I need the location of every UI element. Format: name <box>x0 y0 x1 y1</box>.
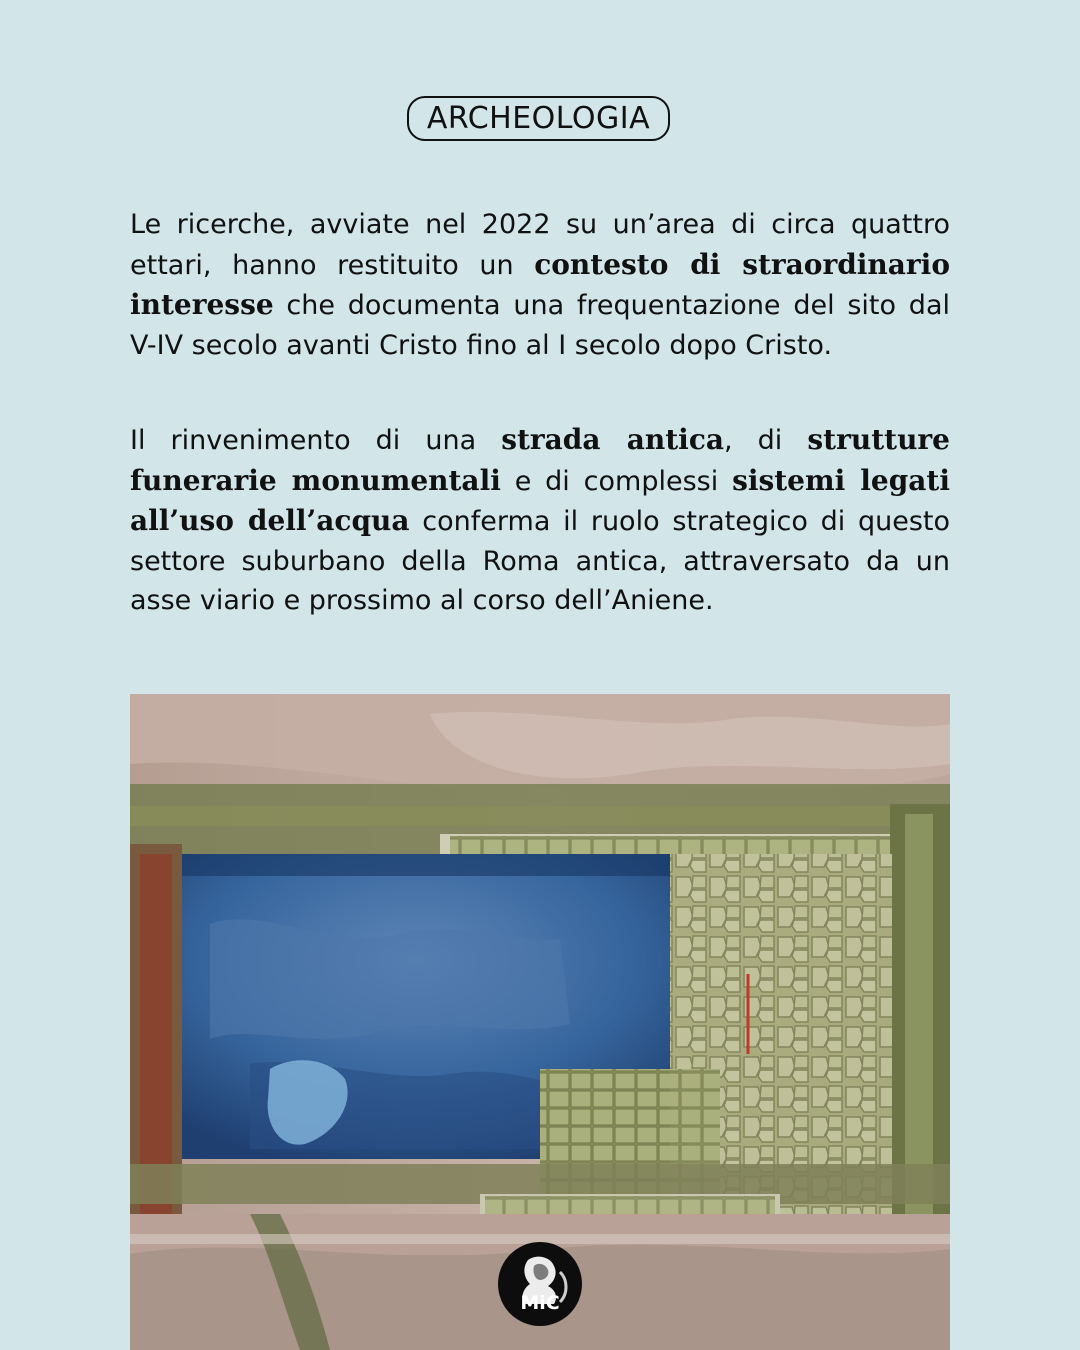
paragraph-intro-text-2: che documenta una frequentazione del sito dal V-IV secolo avanti Cristo fino al I secolo dopo Cristo. <box>130 290 950 361</box>
mic-logo <box>498 1242 582 1326</box>
paragraph-findings-text-2: , di <box>724 425 808 456</box>
category-tag-label: ARCHEOLOGIA <box>426 101 651 136</box>
highlight-context: contesto di straordinario interesse <box>130 247 950 321</box>
category-tag <box>407 96 670 141</box>
paragraph-findings-text-4: conferma il ruolo strategico di questo settore suburbano della Roma antica, attraversato da un asse viario e prossimo al corso dell’Aniene. <box>130 506 950 616</box>
paragraph-intro-text-1: Le ricerche, avviate nel 2022 su un’area di circa quattro ettari, hanno restituito un <box>130 209 950 281</box>
paragraph-findings-text-1: Il rinvenimento di una <box>130 425 502 456</box>
highlight-water-systems: sistemi legati all’uso dell’acqua <box>130 463 950 537</box>
logo-label: MiC <box>520 1292 560 1314</box>
highlight-ancient-road: strada antica <box>501 423 725 456</box>
paragraph-intro <box>130 205 950 365</box>
paragraph-findings-text-3: e di complessi <box>500 465 733 497</box>
paragraph-findings <box>130 420 950 621</box>
highlight-funerary-structures: strutture funerarie monumentali <box>130 423 950 497</box>
